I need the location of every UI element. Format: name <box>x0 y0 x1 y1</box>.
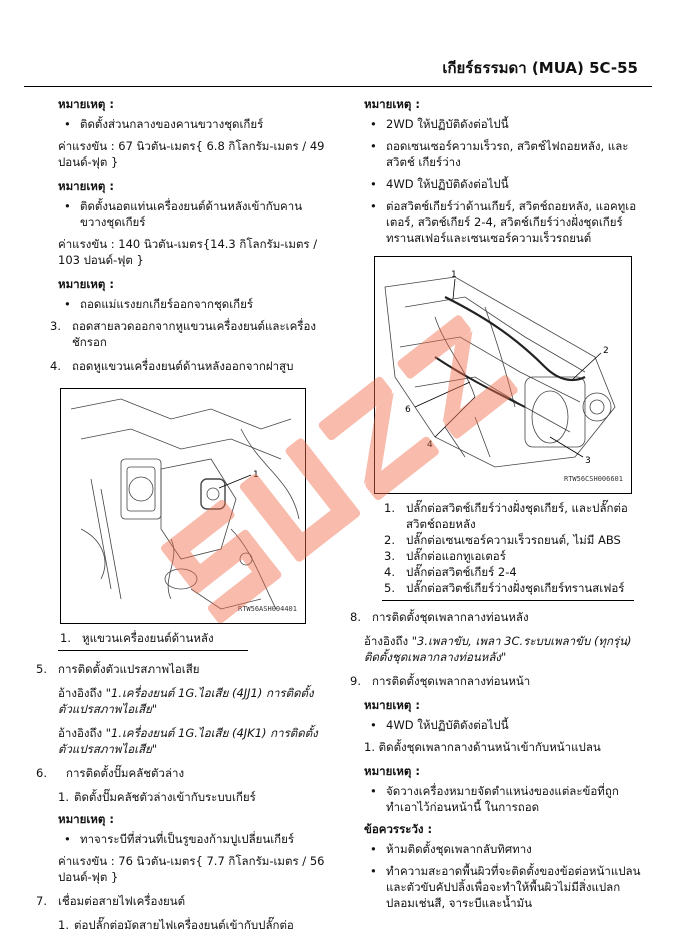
transmission-illustration <box>375 257 631 493</box>
note-label: หมายเหตุ : <box>58 97 114 111</box>
step-7: 7. เชื่อมต่อสายไฟเครื่องยนต์ <box>36 894 186 908</box>
caption-item: 4. ปลั๊กต่อสวิตช์เกียร์ 2-4 <box>384 565 517 579</box>
substep-6-1: 1. ติดตั้งปั๊มคลัชตัวล่างเข้ากับระบบเกียร์ <box>58 790 256 804</box>
callout-label: 1 <box>451 270 457 280</box>
torque-spec: ค่าแรงขัน : 67 นิวตัน-เมตร{ 6.8 กิโลกรัม-เมตร / 49 ปอนด์-ฟุต } <box>58 139 325 169</box>
note-label: หมายเหตุ : <box>58 812 114 826</box>
figure-caption-list <box>58 630 248 651</box>
note-label: หมายเหตุ : <box>58 277 114 291</box>
callout-label: 2 <box>603 346 609 356</box>
step-6: 6. การติดตั้งปั๊มคลัชตัวล่าง <box>36 766 185 780</box>
page-header: เกียร์ธรรมดา (MUA) 5C-55 <box>442 59 638 77</box>
right-column <box>350 94 644 917</box>
torque-spec: ค่าแรงขัน : 76 นิวตัน-เมตร{ 7.7 กิโลกรัม-เมตร / 56 ปอนด์-ฟุต } <box>58 854 325 884</box>
step-3: 3. ถอดสายลวดออกจากหูแขวนเครื่องยนต์และเครื่องชักรอก <box>50 319 316 349</box>
reference-link[interactable]: 1.เครื่องยนต์ 1G.ไอเสีย (4JK1) การติดตั้งตัวแปรสภาพไอเสีย" <box>58 726 318 756</box>
substep-7-1: 1. ต่อปลั๊กต่อมัดสายไฟเครื่องยนต์เข้ากับปลั๊กต่อ <box>58 918 294 932</box>
callout-label: 3 <box>585 456 591 466</box>
step-8: 8. การติดตั้งชุดเพลากลางท่อนหลัง <box>350 610 529 624</box>
header-rule <box>24 86 652 87</box>
callout-label: 6 <box>405 405 411 415</box>
caption-item: 1. ปลั๊กต่อสวิตช์เกียร์ว่างฝั่งชุดเกียร์, และปลั๊กต่อสวิตช์ถอยหลัง <box>384 501 628 531</box>
reference-text: อ้างอิงถึง "1.เครื่องยนต์ 1G.ไอเสีย (4JK1) การติดตั้งตัวแปรสภาพไอเสีย" <box>58 726 318 756</box>
callout-label: 4 <box>427 440 433 450</box>
callout-label: 1 <box>253 470 259 480</box>
figure-transmission-connectors <box>374 256 632 494</box>
caption-item: 3. ปลั๊กต่อแอกทูเอเตอร์ <box>384 549 506 563</box>
bullet-item: • ต่อสวิตช์เกียร์ว่าด้านเกียร์, สวิตช์ถอยหลัง, แอคทูเอเตอร์, สวิตช์เกียร์ 2-4, สวิตช์เกียร์ว่างฝั่งชุดเกียร์ทรานสเฟอร์และเซนเซอร์ความเร็วรถยนต์ <box>370 198 644 246</box>
reference-text: อ้างอิงถึง "3.เพลาขับ, เพลา 3C.ระบบเพลาขับ (ทุกรุ่น) ติดตั้งชุดเพลากลางท่อนหลัง" <box>364 634 632 664</box>
note-label: หมายเหตุ : <box>58 179 114 193</box>
caution-label: ข้อควรระวัง : <box>364 822 433 836</box>
caption-item: 2. ปลั๊กต่อเซนเซอร์ความเร็วรถยนต์, ไม่มี ABS <box>384 533 621 547</box>
bullet-item: • ทำความสะอาดพื้นผิวที่จะติดตั้งของข้อต่อหน้าแปลน และตัวขับคัปปลิ้งเพื่อจะทำให้พื้นผิวไม่มีสิ่งแปลกปลอมเช่นสี, จาระบีและน้ำมัน <box>370 863 644 911</box>
figure-code: RTW56CSH006601 <box>563 475 623 483</box>
bullet-item: • ติดตั้งนอตแท่นเครื่องยนต์ด้านหลังเข้ากับคานขวางชุดเกียร์ <box>64 198 328 230</box>
substep-text: 1. ติดตั้งชุดเพลากลางด้านหน้าเข้ากับหน้าแปลน <box>364 740 601 754</box>
caption-item: 1. หูแขวนเครื่องยนต์ด้านหลัง <box>60 631 214 645</box>
figure-engine-hanger <box>60 388 306 624</box>
note-label: หมายเหตุ : <box>364 97 420 111</box>
figure-code: RTW56ASH004401 <box>237 605 297 613</box>
step-5: 5. การติดตั้งตัวแปรสภาพไอเสีย <box>36 662 200 676</box>
engine-illustration <box>61 389 305 623</box>
caption-item: 5. ปลั๊กต่อสวิตช์เกียร์ว่างฝั่งชุดเกียร์ทรานสเฟอร์ <box>384 581 625 595</box>
figure-caption-list <box>382 500 634 601</box>
bullet-item: • ทาจาระบีที่ส่วนที่เป็นรูของก้ามปูเปลี่ยนเกียร์ <box>64 831 328 847</box>
bullet-item: • 2WD ให้ปฏิบัติดังต่อไปนี้ <box>370 116 644 132</box>
left-column <box>36 94 328 939</box>
reference-text: อ้างอิงถึง "1.เครื่องยนต์ 1G.ไอเสีย (4JJ1) การติดตั้งตัวแปรสภาพไอเสีย" <box>58 686 314 716</box>
bullet-item: • ติดตั้งส่วนกลางของคานขวางชุดเกียร์ <box>64 116 328 132</box>
bullet-item: • ห้ามติดตั้งชุดเพลากลับทิศทาง <box>370 841 644 857</box>
bullet-item: • 4WD ให้ปฏิบัติดังต่อไปนี้ <box>370 176 644 192</box>
bullet-item: • ถอดแม่แรงยกเกียร์ออกจากชุดเกียร์ <box>64 296 328 312</box>
note-label: หมายเหตุ : <box>364 764 420 778</box>
reference-link[interactable]: 1.เครื่องยนต์ 1G.ไอเสีย (4JJ1) การติดตั้งตัวแปรสภาพไอเสีย" <box>58 686 314 716</box>
bullet-item: • ถอดเซนเซอร์ความเร็วรถ, สวิตช์ไฟถอยหลัง, และสวิตช์ เกียร์ว่าง <box>370 138 644 170</box>
step-9: 9. การติดตั้งชุดเพลากลางท่อนหน้า <box>350 674 531 688</box>
torque-spec: ค่าแรงขัน : 140 นิวตัน-เมตร{14.3 กิโลกรัม-เมตร / 103 ปอนด์-ฟุต } <box>58 237 318 267</box>
bullet-item: • 4WD ให้ปฏิบัติดังต่อไปนี้ <box>370 717 644 733</box>
note-label: หมายเหตุ : <box>364 698 420 712</box>
step-4: 4. ถอดหูแขวนเครื่องยนต์ด้านหลังออกจากฝาสูบ <box>50 359 294 373</box>
bullet-item: • จัดวางเครื่องหมายจัดตำแหน่งของแต่ละข้อที่ถูกทำเอาไว้ก่อนหน้านี้ ในการถอด <box>370 783 644 815</box>
reference-link[interactable]: 3.เพลาขับ, เพลา 3C.ระบบเพลาขับ (ทุกรุ่น) ติดตั้งชุดเพลากลางท่อนหลัง" <box>364 634 632 664</box>
